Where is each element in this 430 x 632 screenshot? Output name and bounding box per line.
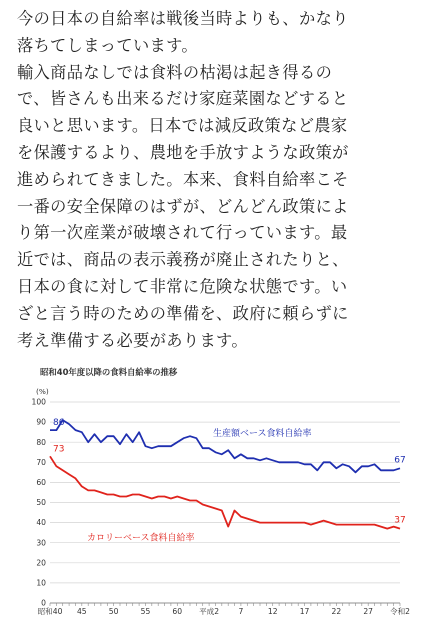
article-line: 日本の食に対して非常に危険な状態です。い (17, 276, 348, 296)
chart-title: 昭和40年度以降の食料自給率の推移 (40, 367, 178, 377)
x-tick-label: 50 (108, 607, 119, 616)
y-tick-label: 90 (36, 417, 46, 427)
chart-svg (0, 356, 430, 632)
article-line: ざと言う時のための準備を、政府に頼らずに (17, 303, 349, 323)
x-tick-label: 昭和40 (37, 607, 63, 616)
x-tick-label: 55 (140, 607, 151, 616)
x-tick-label: 令和2 (389, 607, 411, 616)
chart-figure (0, 356, 430, 632)
y-tick-label: 100 (31, 397, 46, 407)
series-end-label: 67 (394, 455, 406, 466)
x-tick-label: 12 (267, 607, 278, 616)
y-tick-label: 60 (36, 478, 46, 487)
article-line: 考え準備する必要があります。 (17, 330, 248, 350)
article-line: 輸入商品なしでは食料の枯渇は起き得るの (17, 62, 333, 82)
y-tick-label: 0 (41, 598, 46, 608)
y-axis-unit: (%) (36, 387, 49, 396)
y-tick-label: 40 (36, 518, 46, 528)
series-start-label: 86 (53, 418, 65, 429)
y-tick-label: 30 (36, 538, 46, 548)
x-tick-label: 平成2 (199, 607, 220, 616)
series-line-production (50, 420, 400, 472)
series-line-calorie (50, 456, 400, 528)
y-tick-label: 80 (36, 437, 46, 447)
series-start-label: 73 (53, 444, 65, 455)
article-line: り第一次産業が破壊されて行っています。最 (17, 223, 348, 243)
y-tick-label: 20 (36, 558, 46, 568)
series-name-production: 生産額ベース食料自給率 (213, 429, 312, 440)
x-tick-label: 60 (172, 607, 183, 616)
article-line: 落ちてしまっています。 (17, 35, 199, 55)
article-text (17, 6, 421, 354)
article-line: 今の日本の自給率は戦後当時よりも、かなり (17, 9, 349, 28)
x-tick-label: 27 (363, 607, 374, 616)
article-line: 一番の安全保障のはずが、どんどん政策によ (17, 196, 349, 216)
x-tick-label: 7 (238, 607, 244, 616)
article-line: 進められてきました。本来、食料自給率こそ (17, 169, 349, 189)
y-tick-label: 10 (36, 578, 46, 588)
series-name-calorie: カロリーベース食料自給率 (87, 533, 195, 544)
x-tick-label: 17 (299, 607, 310, 616)
x-tick-label: 22 (331, 607, 342, 616)
article-line: を保護するより、農地を手放すような政策が (17, 142, 349, 162)
x-tick-label: 45 (76, 607, 87, 616)
article-line: で、皆さんも出来るだけ家庭菜園などすると (17, 89, 349, 109)
article-line: 近では、商品の表示義務が廃止されたりと、 (17, 250, 349, 270)
article-line: 良いと思います。日本では減反政策など農家 (17, 116, 348, 136)
y-tick-label: 50 (36, 498, 46, 508)
y-tick-label: 70 (36, 457, 46, 467)
series-end-label: 37 (394, 515, 406, 526)
